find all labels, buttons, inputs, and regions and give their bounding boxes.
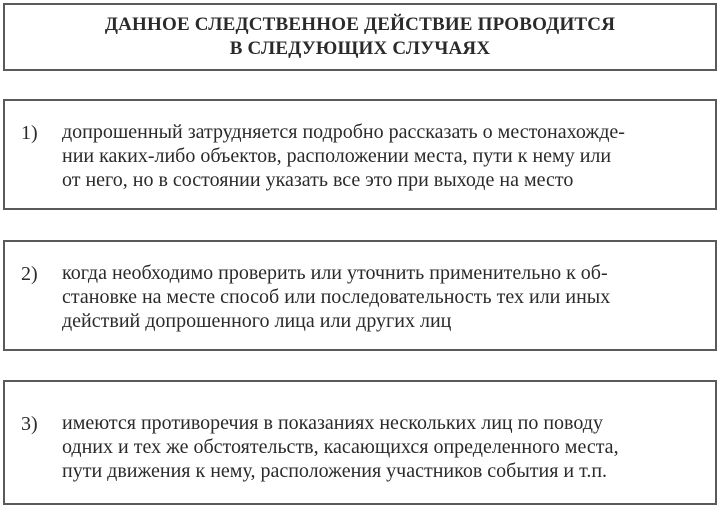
case-text-3: [62, 411, 703, 483]
case-number-1: 1): [21, 122, 38, 144]
case-1-line-2: нии каких-либо объектов, расположении места, пути к нему или: [62, 145, 612, 167]
title-line-2: В СЛЕДУЮЩИХ СЛУЧАЯХ: [229, 38, 491, 59]
case-text-1: [62, 120, 703, 192]
case-number-3: 3): [21, 413, 38, 435]
case-1-line-3: от него, но в состоянии указать все это при выходе на место: [62, 169, 574, 191]
case-number-2: 2): [21, 263, 38, 285]
case-3-line-3: пути движения к нему, расположения участников события и т.п.: [62, 460, 608, 482]
case-2-line-2: становке на месте способ или последовательность тех или иных: [62, 286, 611, 308]
case-1-line-1: допрошенный затрудняется подробно рассказать о местонахожде-: [62, 121, 625, 143]
case-3-line-1: имеются противоречия в показаниях нескольких лиц по поводу: [62, 412, 603, 434]
title-line-1: ДАННОЕ СЛЕДСТВЕННОЕ ДЕЙСТВИЕ ПРОВОДИТСЯ: [104, 14, 616, 35]
case-3-line-2: одних и тех же обстоятельств, касающихся определенного места,: [62, 436, 619, 458]
case-text-2: [62, 261, 703, 333]
case-box-3: [3, 380, 717, 505]
title-box: [3, 3, 717, 71]
case-box-1: [3, 99, 717, 210]
case-2-line-3: действий допрошенного лица или других лиц: [62, 310, 452, 332]
case-box-2: [3, 240, 717, 351]
case-2-line-1: когда необходимо проверить или уточнить применительно к об-: [62, 262, 608, 284]
